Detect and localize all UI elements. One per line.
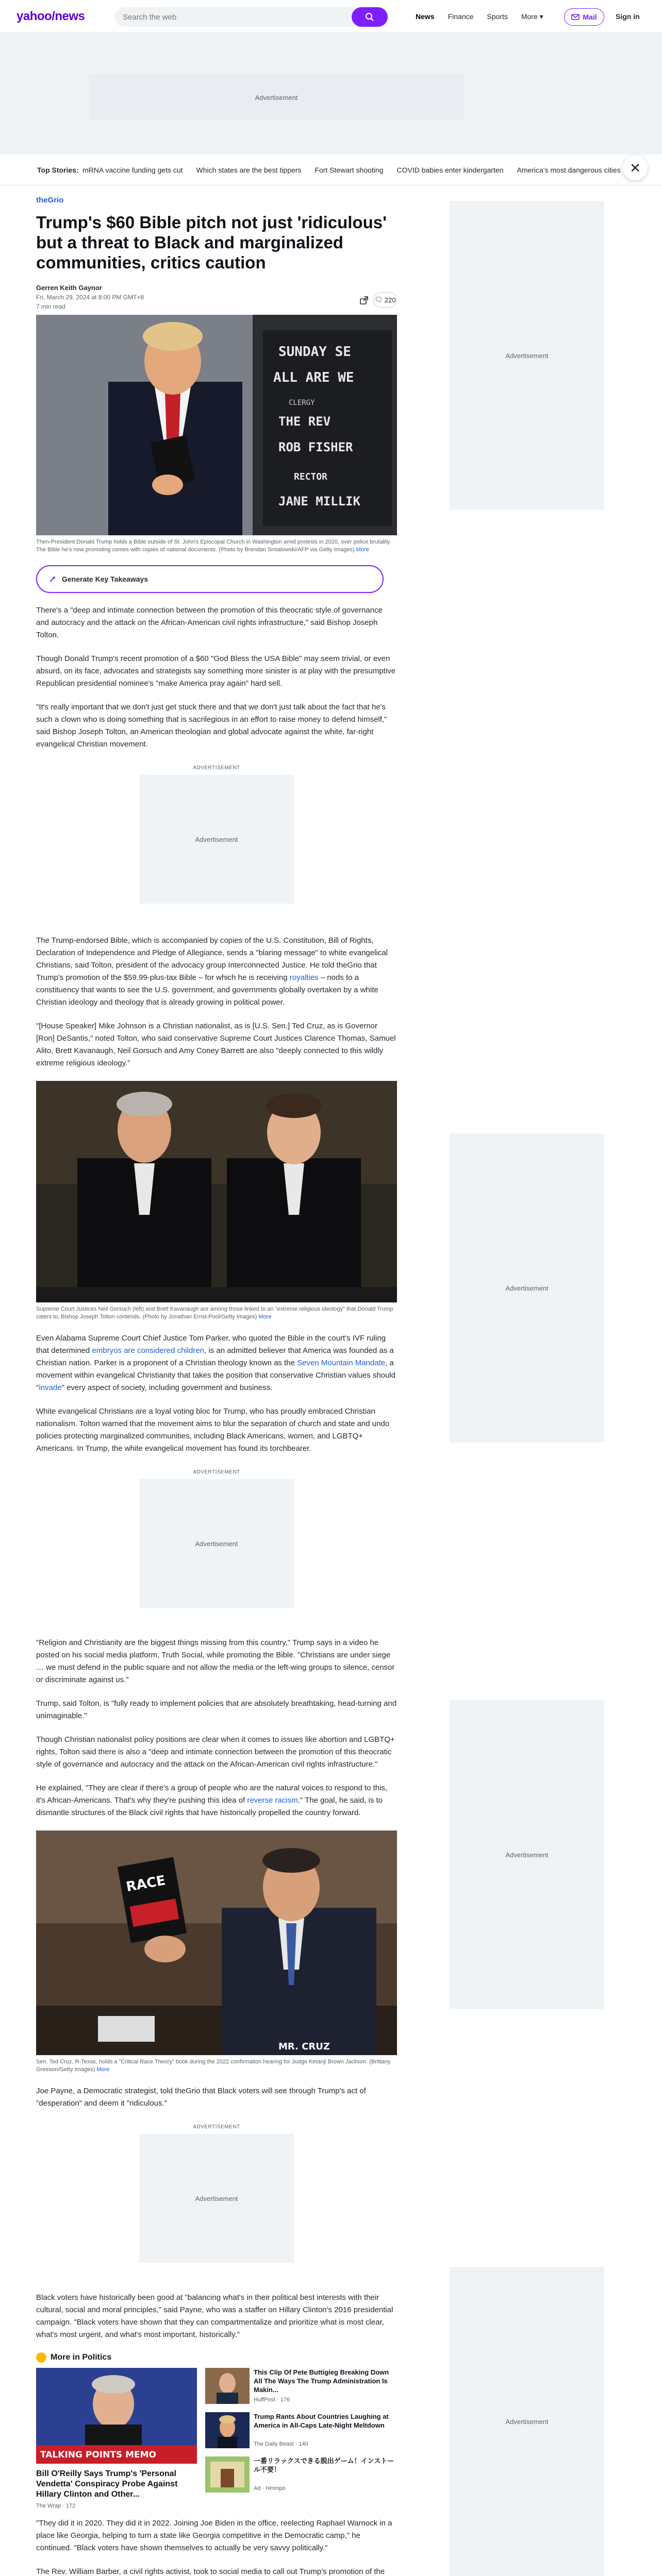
paragraph-text: – nods to a constituency that wants to see the U.S. government, and governments globally overtaken by a white Christian ideology and theology that is already growing in political power. (36, 973, 378, 1007)
embryos-link[interactable]: embryos are considered children (92, 1346, 205, 1355)
top-stories-label: Top Stories: (37, 166, 79, 174)
sponsored-item[interactable] (205, 2456, 397, 2498)
ad-meta: Ad · Hmmpo (254, 2485, 286, 2492)
photo-caption-text: Sen. Ted Cruz, R-Texas, holds a "Critical Race Theory" book during the 2022 confirmation hearing for Judge Ketanji Brown Jackson. (Brittany Greeson/Getty Images) (36, 2059, 391, 2073)
invade-link[interactable]: invade (39, 1383, 62, 1392)
article-photo[interactable] (36, 1831, 397, 2055)
svg-text:ALL ARE WE: ALL ARE WE (273, 370, 354, 385)
byline (36, 284, 397, 315)
mail-label: Mail (583, 13, 597, 21)
article-headline: Trump's $60 Bible pitch not just 'ridiculous' but a threat to Black and marginalized communities, critics caution (36, 213, 387, 272)
svg-text:THE REV: THE REV (278, 414, 331, 429)
paragraph: "Religion and Christianity are the biggest things missing from this country," Trump says in a video he posted on his social media platform, Truth Social, while promoting the Bible. "Christians are under siege … we must defend in the public square and not allow the media or the left-wing groups to silence, censor or discriminate against us." (36, 1638, 395, 1684)
photo-caption-text: Then-President Donald Trump holds a Bible outside of St. John's Episcopal Church in Washington amid protests in 2020, over police brutality. The Bible he's now promoting comes with copies of national documents. (Photo by Brendan Smialowski/AFP via Getty Images) (36, 539, 391, 553)
story-meta: The Wrap · 172 (36, 2503, 76, 2509)
inline-advertisement[interactable]: Advertisement (139, 775, 294, 904)
svg-text:SUNDAY SE: SUNDAY SE (278, 344, 351, 360)
ad-label: ADVERTISEMENT (193, 2124, 240, 2130)
more-in-politics-title: More in Politics (51, 2353, 112, 2362)
search-button[interactable] (352, 7, 388, 27)
nav-news[interactable]: News (416, 12, 435, 21)
paragraph: Trump, said Tolton, is "fully ready to implement policies that are absolutely breathtaking, head-turning and unimaginable." (36, 1699, 397, 1720)
share-button[interactable] (357, 293, 371, 308)
svg-text:MR. CRUZ: MR. CRUZ (278, 2041, 330, 2052)
svg-text:CLERGY: CLERGY (289, 399, 315, 407)
inline-advertisement[interactable]: Advertisement (139, 1479, 294, 1608)
top-stories-bar (0, 155, 662, 185)
paragraph-text: He explained, "They are clear if there's a group of people who are the natural voices to respond to this, it's African-Americans. That's why they're pushing this idea of (36, 1784, 388, 1805)
story-thumbnail (205, 2412, 250, 2448)
paragraph: Though Donald Trump's recent promotion of a $60 "God Bless the USA Bible" may seem trivial, or even absurd, on its face, advocates and strategists say something more sinister is at play with the presumptive Republican presidential nominee's "make America pray again" hard sell. (36, 654, 396, 688)
paragraph: White evangelical Christians are a loyal voting bloc for Trump, who has proudly embraced Christian nationalism. Tolton warned that the movement aims to blur the separation of church and state and undo policies protecting marginalized communities, including Black Americans, women, and LGBTQ+ Americans. In Trump, the white evangelical movement has found its torchbearer. (36, 1407, 390, 1453)
share-icon (359, 296, 369, 305)
reverse-racism-link[interactable]: reverse racism (247, 1796, 298, 1805)
svg-text:ROB FISHER: ROB FISHER (278, 440, 353, 454)
sign-in-link[interactable]: Sign in (616, 12, 640, 21)
search-icon (365, 12, 374, 22)
paragraph-text: ." The goal, he said, is to dismantle structures of the Black civil rights that have historically propelled the country forward. (36, 1796, 383, 1817)
story-item[interactable] (205, 2412, 397, 2453)
escape-game-ad-image (205, 2456, 250, 2493)
more-in-politics-heading (36, 2352, 397, 2363)
paragraph: The Rev. William Barber, a civil rights activist, took to social media to call out Trump's promotion of the (36, 2567, 385, 2576)
ted-cruz-photo (36, 1831, 397, 2055)
chevron-down-icon: ▾ (539, 12, 543, 21)
paragraph: Though Christian nationalist policy positions are clear when it comes to issues like abortion and LGBTQ+ rights, Tolton said there is also a "deep and intimate connection between the promotion of this theocratic style of governance and autocracy and the attack on the African-American civil rights infrastructure." (36, 1735, 395, 1769)
caption-more-link[interactable]: More (356, 547, 369, 553)
nav-more-label: More (521, 12, 538, 21)
top-stories-list (82, 166, 621, 174)
photo-caption (36, 538, 397, 554)
paragraph-text: " every aspect of society, including government and business. (61, 1383, 273, 1392)
oreilly-photo (36, 2368, 197, 2464)
top-story-link[interactable]: America's most dangerous cities (517, 166, 621, 174)
trump-bible-photo (36, 315, 397, 535)
svg-text:JANE MILLIK: JANE MILLIK (278, 494, 360, 509)
royalties-link[interactable]: royalties (289, 973, 319, 982)
source-logo[interactable]: theGrio (36, 196, 64, 205)
svg-text:RACE: RACE (125, 1873, 167, 1895)
paragraph: Joe Payne, a Democratic strategist, told theGrio that Black voters will see through Trump's act of "desperation" and deem it "ridiculous." (36, 2087, 366, 2108)
paragraph (36, 1332, 397, 1394)
svg-text:RECTOR: RECTOR (294, 471, 328, 482)
paragraph-text: , a movement within evangelical Christianity that takes the position that conservative Christian values should " (36, 1359, 396, 1392)
story-thumbnail (205, 2368, 250, 2404)
top-story-link[interactable]: COVID babies enter kindergarten (396, 166, 504, 174)
mail-icon (571, 14, 580, 20)
politics-icon (36, 2352, 46, 2363)
story-title: Trump Rants About Countries Laughing at America in All-Caps Late-Night Meltdown (254, 2413, 389, 2429)
close-button[interactable] (623, 156, 648, 180)
generate-key-takeaways-button[interactable] (36, 565, 384, 593)
article (36, 196, 397, 2576)
paragraph-text: The Trump-endorsed Bible, which is accompanied by copies of the U.S. Constitution, Bill of Rights, Declaration of Independence and Pledge of Allegiance, sends a "blaring message" to white evangelical Christians, said Tolton, president of the advocacy group Interconnected Justice. He told theGrio that Trump's promotion of the $59.99-plus-tax Bible – for which he is receiving (36, 936, 388, 982)
read-time: 7 min read (36, 303, 65, 310)
paragraph: "[House Speaker] Mike Johnson is a Christian nationalist, as is [U.S. Sen.] Ted Cruz, as is Governor [Ron] DeSantis," noted Tolton, who said conservative Supreme Court Justices Clarence Thomas, Samuel Alito, Brett Kavanaugh, Neil Gorsuch and Amy Coney Barrett are also "deeply connected to this wildly extreme religious ideology." (36, 1022, 396, 1067)
story-title: This Clip Of Pete Buttigieg Breaking Down All The Ways The Trump Administration Is Makin... (254, 2368, 389, 2394)
author-name: Gerren Keith Gaynor (36, 284, 102, 292)
site-header (0, 0, 662, 33)
inline-advertisement[interactable]: Advertisement (139, 2134, 294, 2263)
paragraph (36, 1782, 397, 1819)
rail-advertisement[interactable]: Advertisement (450, 2267, 604, 2576)
yahoo-news-logo[interactable]: yahoo/news (16, 9, 85, 23)
main-nav (416, 12, 543, 21)
close-icon: ✕ (630, 160, 641, 176)
ad-thumbnail (205, 2456, 250, 2493)
top-story-link[interactable]: mRNA vaccine funding gets cut (82, 166, 183, 174)
paragraph: "They did it in 2020. They did it in 2022. Joining Joe Biden in the office, reelecting Raphael Warnock in a place like Georgia, helping to turn a state like Georgia competitive in the Democratic camp," he continued. "Black voters have shown themselves to actually be very savvy politically." (36, 2519, 392, 2552)
search-bar (114, 7, 388, 27)
search-input[interactable] (123, 7, 344, 27)
buttigieg-photo (205, 2368, 250, 2404)
paragraph: Black voters have historically been good at "balancing what's in their political best interests with their cultural, social and moral principles," said Payne, who was a staffer on Hillary Clinton's 2016 presidential campaign. "Black voters have shown that they can compartmentalize and prioritize what is most clear, what's most urgent, and what's most important, historically." (36, 2293, 393, 2339)
paragraph: There's a "deep and intimate connection between the promotion of this theocratic style of governance and autocracy and the attack on the African-American civil rights infrastructure," said Bishop Joseph Tolton. (36, 606, 383, 639)
top-advertisement[interactable]: Advertisement (89, 74, 464, 121)
rail-advertisement[interactable]: Advertisement (450, 1700, 604, 2009)
paragraph-text: , is an admitted believer that America was founded as a Christian nation. Parker is a proponent of a Christian theology known as the (36, 1346, 394, 1367)
photo-caption (36, 2058, 397, 2074)
rail-advertisement[interactable]: Advertisement (450, 201, 604, 510)
top-ad-band (0, 33, 662, 155)
article-photo[interactable] (36, 1081, 397, 1302)
nav-finance[interactable]: Finance (448, 12, 474, 21)
justices-photo (36, 1081, 397, 1302)
key-takeaways-label: Generate Key Takeaways (62, 575, 148, 583)
top-story-link[interactable]: Fort Stewart shooting (315, 166, 384, 174)
story-meta: The Daily Beast · 140 (254, 2441, 308, 2447)
nav-more[interactable] (521, 12, 543, 21)
story-item[interactable] (205, 2368, 397, 2409)
paragraph-text: Even Alabama Supreme Court Chief Justice Tom Parker, who quoted the Bible in the court's IVF ruling that determined (36, 1334, 386, 1355)
comments-button[interactable] (373, 292, 397, 308)
ad-title: 一番リラックスできる脱出ゲーム！インストール不要！ (254, 2457, 394, 2473)
paragraph (36, 935, 397, 1009)
more-in-politics-module (36, 2368, 397, 2509)
paragraph: "It's really important that we don't just get stuck there and that we don't just talk about the fact that he's such a clown who is doing something that is sacrilegious in an effort to raise money to defend himself," said Bishop Joseph Tolton, an American theologian and global advocate against the white, far-right evangelical Christian movement. (36, 703, 387, 749)
comment-icon: 🗨 (374, 296, 383, 303)
mail-button[interactable] (564, 8, 604, 26)
talking-points-banner: TALKING POINTS MEMO (40, 2450, 156, 2460)
story-thumbnail[interactable] (36, 2368, 197, 2464)
trump-photo (205, 2412, 250, 2448)
ad-label: ADVERTISEMENT (193, 765, 240, 771)
publish-date: Fri, March 29, 2024 at 8:00 PM GMT+8 (36, 294, 144, 301)
sparkle-pencil-icon (48, 575, 57, 583)
article-photo[interactable] (36, 315, 397, 535)
caption-more-link[interactable]: More (258, 1314, 272, 1320)
rail-advertisement[interactable]: Advertisement (450, 1133, 604, 1443)
ad-label: ADVERTISEMENT (193, 1469, 240, 1475)
seven-mountain-link[interactable]: Seven Mountain Mandate (297, 1359, 386, 1367)
nav-sports[interactable]: Sports (487, 12, 508, 21)
caption-more-link[interactable]: More (96, 2066, 110, 2073)
story-title[interactable]: Bill O'Reilly Says Trump's 'Personal Vendetta' Conspiracy Probe Against Hillary Clinton and Other... (36, 2469, 178, 2499)
story-meta: HuffPost · 176 (254, 2397, 290, 2403)
comment-count: 220 (384, 296, 396, 304)
top-story-link[interactable]: Which states are the best tippers (196, 166, 302, 174)
photo-caption-text: Supreme Court Justices Neil Gorsuch (left) and Brett Kavanaugh are among those linked to an "extreme religious ideology" that Donald Trump caters to, Bishop Joseph Tolton contends. (Photo by Jonathan Ernst-Pool/Getty Images) (36, 1306, 393, 1320)
photo-caption (36, 1306, 397, 1321)
